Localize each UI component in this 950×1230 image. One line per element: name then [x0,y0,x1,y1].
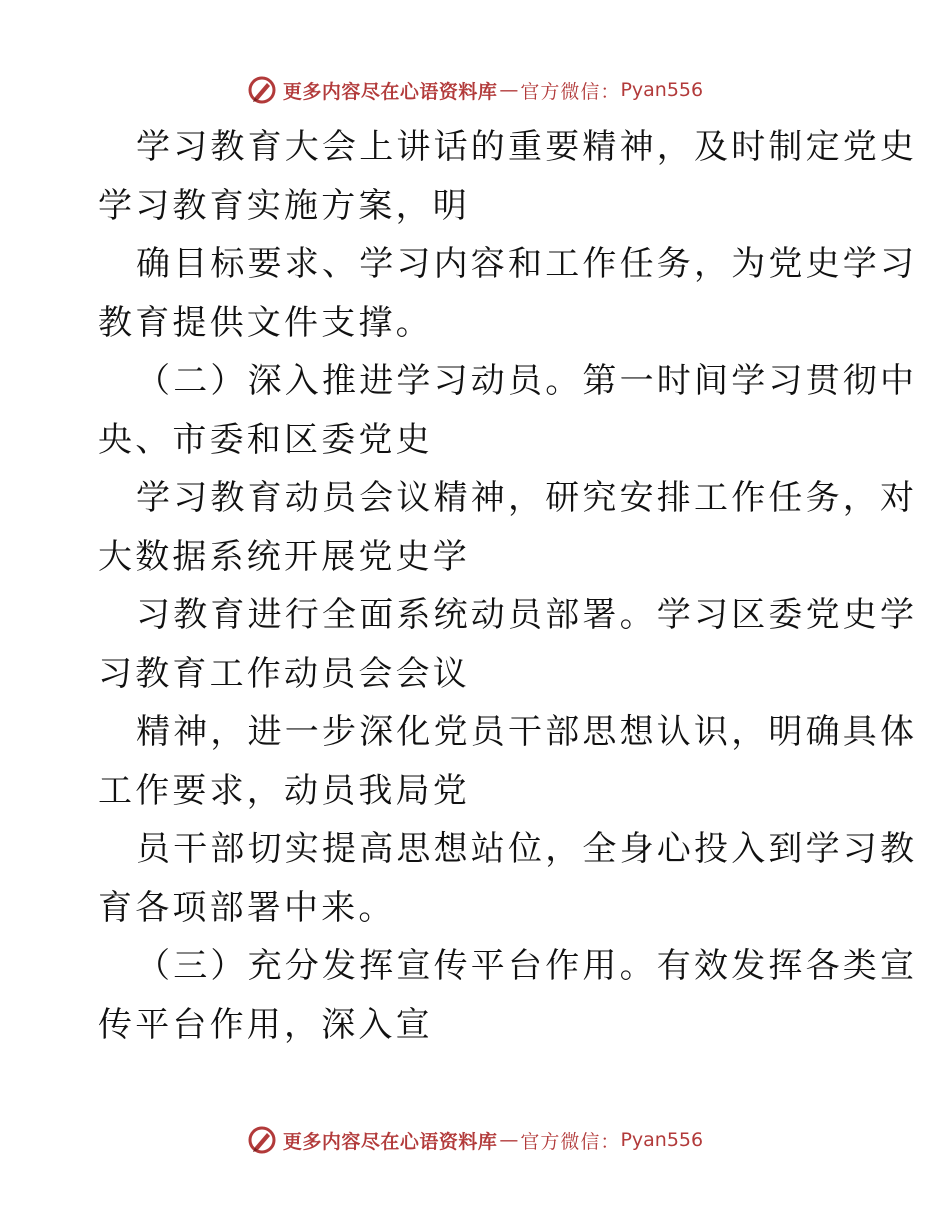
watermark-main-text: 更多内容尽在心语资料库 [282,1130,498,1153]
watermark-separator: — [499,1129,519,1151]
watermark-separator: — [499,79,519,101]
watermark-wechat-label: 官方微信： [520,1130,621,1153]
watermark-account: Pyan556 [620,79,704,101]
watermark-main-text: 更多内容尽在心语资料库 [282,80,498,103]
paragraph-line: 育各项部署中来。 [98,887,396,928]
pen-logo-icon [247,1125,277,1155]
document-body [98,118,918,1054]
paragraph-line: 工作要求，动员我局党 [98,770,470,811]
paragraph-line: 央、市委和区委党史 [98,419,433,460]
paragraph-line: 员干部切实提高思想站位，全身心投入到学习教 [136,829,918,869]
paragraph-line: 传平台作用，深入宣 [98,1004,433,1045]
footer-watermark [0,1120,950,1160]
paragraph-line: 确目标要求、学习内容和工作任务，为党史学习 [136,244,918,284]
header-watermark [0,70,950,110]
paragraph-line: （二）深入推进学习动员。第一时间学习贯彻中 [136,361,918,401]
paragraph-line: 学习教育动员会议精神，研究安排工作任务，对 [136,478,918,518]
pen-logo-icon [247,75,277,105]
paragraph-line: 学习教育实施方案，明 [98,185,470,226]
watermark-account: Pyan556 [620,1129,704,1151]
paragraph-line: （三）充分发挥宣传平台作用。有效发挥各类宣 [136,946,918,986]
paragraph-line: 大数据系统开展党史学 [98,536,470,577]
paragraph-line: 精神，进一步深化党员干部思想认识，明确具体 [136,712,918,752]
watermark-wechat-label: 官方微信： [520,80,621,103]
paragraph-line: 习教育进行全面系统动员部署。学习区委党史学 [136,595,918,635]
paragraph-line: 学习教育大会上讲话的重要精神，及时制定党史 [136,127,918,167]
paragraph-line: 教育提供文件支撑。 [98,302,433,343]
paragraph-line: 习教育工作动员会会议 [98,653,470,694]
